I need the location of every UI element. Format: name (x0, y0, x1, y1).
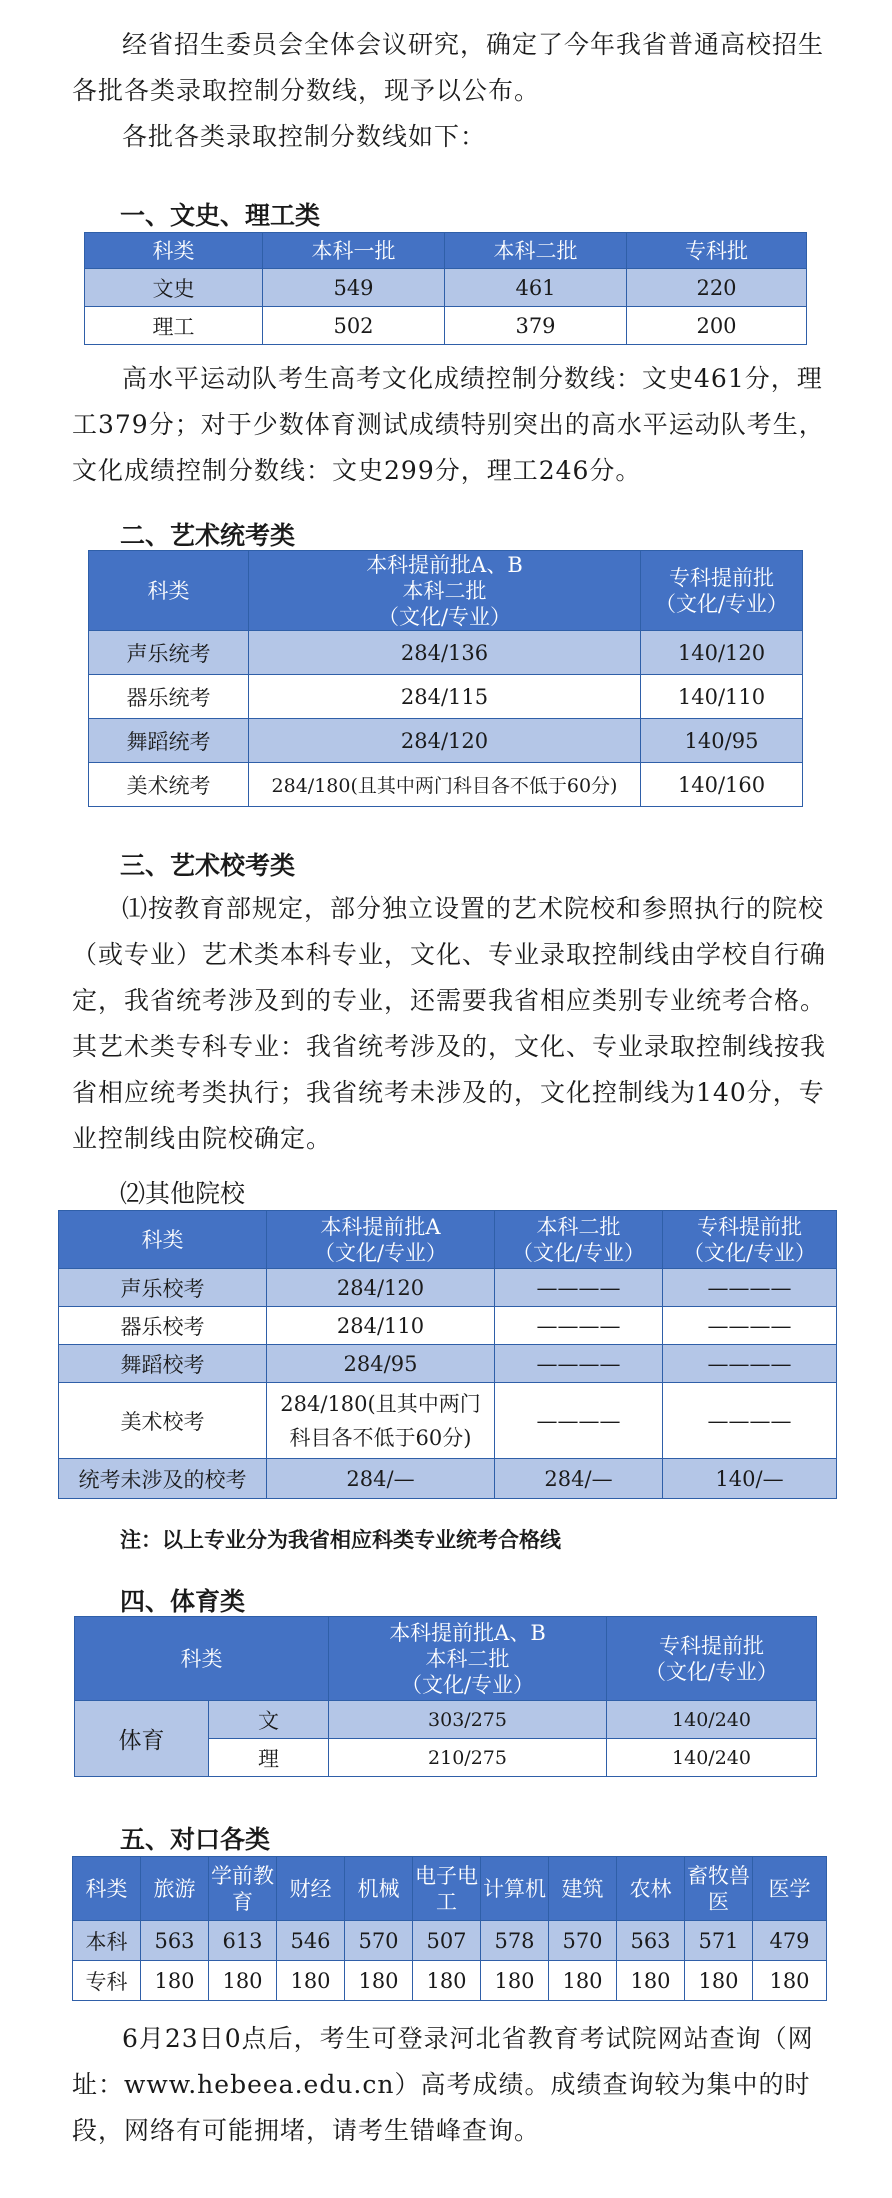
sports-team-note: 高水平运动队考生高考文化成绩控制分数线：文史461分，理工379分；对于少数体育测试成绩特别突出的高水平运动队考生，文化成绩控制分数线：文史299分，理工246分。 (72, 364, 825, 485)
score-cell: 200 (627, 307, 807, 345)
table-art-unified (88, 550, 803, 807)
table-row (59, 1269, 837, 1307)
table-row (59, 1383, 837, 1459)
score-cell: ———— (663, 1345, 837, 1383)
score-cell: 140/120 (641, 631, 803, 675)
table-row (89, 631, 803, 675)
header-cell: 计算机 (481, 1857, 549, 1921)
score-cell: 284/— (495, 1459, 663, 1499)
header-line: （文化/专业） (682, 1240, 817, 1265)
score-cell: 180 (209, 1961, 277, 2001)
score-cell: 284/120 (267, 1269, 495, 1307)
row-label: 舞蹈统考 (89, 719, 249, 763)
table-header-row (59, 1211, 837, 1269)
score-cell: 220 (627, 269, 807, 307)
header-cell: 财经 (277, 1857, 345, 1921)
score-cell: 180 (277, 1961, 345, 2001)
header-cell: 本科二批 (445, 233, 627, 269)
score-cell: 502 (263, 307, 445, 345)
score-cell: 284/136 (249, 631, 641, 675)
table-header-row (85, 233, 807, 269)
row-label: 舞蹈校考 (59, 1345, 267, 1383)
header-line: 本科二批 (536, 1214, 621, 1239)
score-cell: 563 (141, 1921, 209, 1961)
table-row (85, 307, 807, 345)
score-cell: 570 (549, 1921, 617, 1961)
table-art-school (58, 1210, 837, 1499)
score-cell: 284/115 (249, 675, 641, 719)
header-line: 专科提前批 (659, 1633, 764, 1658)
closing-paragraph: 6月23日0点后，考生可登录河北省教育考试院网站查询（网址：www.hebeea.edu.cn）高考成绩。成绩查询较为集中的时段，网络有可能拥堵，请考生错峰查询。 (72, 2024, 814, 2145)
table-header-row (75, 1617, 817, 1701)
score-cell: 180 (481, 1961, 549, 2001)
section-3-title: 三、艺术校考类 (120, 851, 296, 880)
row-label: 器乐统考 (89, 675, 249, 719)
score-cell: 284/120 (249, 719, 641, 763)
row-label: 美术统考 (89, 763, 249, 807)
table-liberal-science (84, 232, 807, 345)
score-cell: 570 (345, 1921, 413, 1961)
score-cell: ———— (495, 1383, 663, 1459)
header-cell (641, 551, 803, 631)
table-row (73, 1961, 827, 2001)
header-cell: 科类 (75, 1617, 329, 1701)
score-cell: ———— (663, 1307, 837, 1345)
header-line: （文化/专业） (400, 1672, 535, 1697)
art-school-paragraph: ⑴按教育部规定，部分独立设置的艺术院校和参照执行的院校（或专业）艺术类本科专业，文化、专业录取控制线由学校自行确定，我省统考涉及到的专业，还需要我省相应类别专业统考合格。其艺术类专科专业：我省统考涉及的，文化、专业录取控制线按我省相应统考类执行；我省统考未涉及的，文化控制线为140分，专业控制线由院校确定。 (72, 894, 827, 1153)
header-line: 本科提前批A (320, 1214, 441, 1239)
score-cell: 549 (263, 269, 445, 307)
header-line: （文化/专业） (511, 1240, 646, 1265)
score-cell: 180 (753, 1961, 827, 2001)
header-cell: 科类 (89, 551, 249, 631)
score-cell: 180 (549, 1961, 617, 2001)
header-cell: 畜牧兽医 (685, 1857, 753, 1921)
score-cell: 546 (277, 1921, 345, 1961)
header-cell: 科类 (73, 1857, 141, 1921)
row-label: 统考未涉及的校考 (59, 1459, 267, 1499)
table-row (59, 1459, 837, 1499)
row-label: 声乐校考 (59, 1269, 267, 1307)
header-cell: 机械 (345, 1857, 413, 1921)
header-line: 本科提前批A、B (366, 552, 523, 577)
score-cell: 284/180(且其中两门科目各不低于60分) (249, 763, 641, 807)
table-row (75, 1701, 817, 1739)
header-cell (495, 1211, 663, 1269)
score-cell: 379 (445, 307, 627, 345)
score-cell: ———— (495, 1269, 663, 1307)
header-cell: 专科批 (627, 233, 807, 269)
score-cell: 180 (617, 1961, 685, 2001)
score-cell: 461 (445, 269, 627, 307)
header-cell: 农林 (617, 1857, 685, 1921)
score-cell: 180 (345, 1961, 413, 2001)
table-row (89, 719, 803, 763)
other-schools-label: ⑵其他院校 (120, 1179, 246, 1208)
score-cell: 140/240 (607, 1701, 817, 1739)
score-cell: 140/— (663, 1459, 837, 1499)
row-label: 理 (209, 1739, 329, 1777)
header-line: （文化/专业） (654, 591, 789, 616)
score-cell: 479 (753, 1921, 827, 1961)
score-cell: 180 (685, 1961, 753, 2001)
header-cell: 学前教育 (209, 1857, 277, 1921)
table-row (59, 1307, 837, 1345)
header-cell: 旅游 (141, 1857, 209, 1921)
table-row (73, 1921, 827, 1961)
header-cell: 科类 (59, 1211, 267, 1269)
header-cell: 科类 (85, 233, 263, 269)
score-cell: ———— (495, 1307, 663, 1345)
score-cell: ———— (663, 1383, 837, 1459)
header-line: 专科提前批 (669, 565, 774, 590)
table-row (85, 269, 807, 307)
intro-lead: 各批各类录取控制分数线如下： (122, 122, 487, 151)
score-cell: 140/160 (641, 763, 803, 807)
row-label: 理工 (85, 307, 263, 345)
group-label: 体育 (75, 1701, 209, 1777)
score-cell: 578 (481, 1921, 549, 1961)
score-cell: 210/275 (329, 1739, 607, 1777)
table-vocational-categories (72, 1856, 827, 2001)
row-label: 声乐统考 (89, 631, 249, 675)
score-cell: 303/275 (329, 1701, 607, 1739)
header-line: （文化/专业） (644, 1659, 779, 1684)
table-sports (74, 1616, 817, 1777)
row-label: 专科 (73, 1961, 141, 2001)
header-cell: 医学 (753, 1857, 827, 1921)
score-cell: 180 (413, 1961, 481, 2001)
header-line: （文化/专业） (313, 1240, 448, 1265)
table-row (89, 675, 803, 719)
score-cell: 284/— (267, 1459, 495, 1499)
table-row (89, 763, 803, 807)
row-label: 美术校考 (59, 1383, 267, 1459)
header-cell (267, 1211, 495, 1269)
score-cell: 180 (141, 1961, 209, 2001)
row-label: 文 (209, 1701, 329, 1739)
header-line: 本科提前批A、B (389, 1620, 546, 1645)
score-cell: 284/110 (267, 1307, 495, 1345)
score-cell: ———— (495, 1345, 663, 1383)
score-cell: 284/180(且其中两门科目各不低于60分) (267, 1383, 495, 1459)
table-footnote: 注：以上专业分为我省相应科类专业统考合格线 (120, 1528, 561, 1552)
score-cell: 284/95 (267, 1345, 495, 1383)
score-cell: 140/240 (607, 1739, 817, 1777)
header-line: 本科二批 (402, 578, 487, 603)
header-line: 本科二批 (425, 1646, 510, 1671)
header-cell: 本科一批 (263, 233, 445, 269)
header-cell: 建筑 (549, 1857, 617, 1921)
section-4-title: 四、体育类 (120, 1587, 246, 1616)
row-label: 文史 (85, 269, 263, 307)
score-cell: 507 (413, 1921, 481, 1961)
section-1-title: 一、文史、理工类 (120, 201, 321, 230)
header-cell: 电子电工 (413, 1857, 481, 1921)
header-cell (249, 551, 641, 631)
row-label: 本科 (73, 1921, 141, 1961)
header-line: 专科提前批 (697, 1214, 802, 1239)
score-cell: 613 (209, 1921, 277, 1961)
score-cell: 140/110 (641, 675, 803, 719)
header-cell (329, 1617, 607, 1701)
section-5-title: 五、对口各类 (120, 1825, 271, 1854)
score-cell: 140/95 (641, 719, 803, 763)
header-cell (663, 1211, 837, 1269)
section-2-title: 二、艺术统考类 (120, 521, 296, 550)
score-cell: 571 (685, 1921, 753, 1961)
intro-paragraph: 经省招生委员会全体会议研究，确定了今年我省普通高校招生各批各类录取控制分数线，现予以公布。 (72, 30, 825, 105)
score-cell: 563 (617, 1921, 685, 1961)
header-cell (607, 1617, 817, 1701)
table-header-row (73, 1857, 827, 1921)
header-line: （文化/专业） (377, 604, 512, 629)
table-header-row (89, 551, 803, 631)
score-cell: ———— (663, 1269, 837, 1307)
row-label: 器乐校考 (59, 1307, 267, 1345)
table-row (59, 1345, 837, 1383)
